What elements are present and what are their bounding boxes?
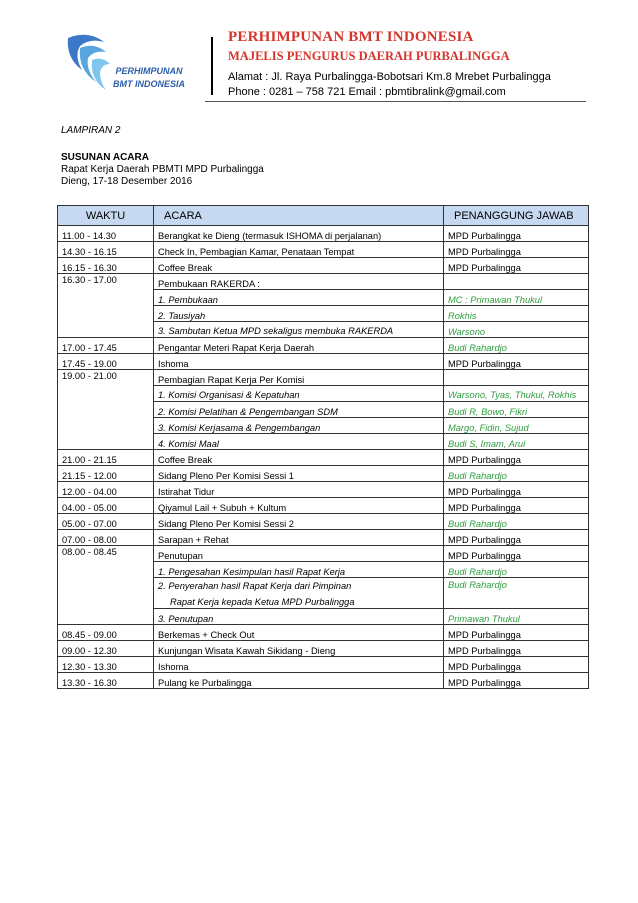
time-cell: 08.00 - 08.45 bbox=[58, 546, 154, 625]
time-cell: 17.00 - 17.45 bbox=[58, 338, 154, 354]
logo-text-line-1: PERHIMPUNAN bbox=[115, 66, 183, 76]
time-cell: 12.30 - 13.30 bbox=[58, 657, 154, 673]
activity-cell: 2. Tausiyah bbox=[154, 306, 444, 322]
activity-cell: Istirahat Tidur bbox=[154, 482, 444, 498]
time-cell: 21.00 - 21.15 bbox=[58, 450, 154, 466]
activity-cell: Pengantar Meteri Rapat Kerja Daerah bbox=[154, 338, 444, 354]
activity-cell: Ishoma bbox=[154, 354, 444, 370]
table-row bbox=[58, 450, 589, 466]
pic-cell: Budi R, Bowo, Fikri bbox=[444, 402, 589, 418]
activity-cell: Kunjungan Wisata Kawah Sikidang - Dieng bbox=[154, 641, 444, 657]
pic-cell: MPD Purbalingga bbox=[444, 242, 589, 258]
header-penanggung-jawab: PENANGGUNG JAWAB bbox=[444, 206, 589, 226]
table-row bbox=[58, 498, 589, 514]
logo-text bbox=[104, 65, 194, 91]
table-row bbox=[58, 514, 589, 530]
activity-cell bbox=[154, 578, 444, 609]
pic-cell: MPD Purbalingga bbox=[444, 625, 589, 641]
pic-cell: Warsono, Tyas, Thukul, Rokhis bbox=[444, 386, 589, 402]
table-row bbox=[58, 641, 589, 657]
table-row bbox=[58, 482, 589, 498]
table-row bbox=[58, 370, 589, 386]
activity-cell: Qiyamul Lail + Subuh + Kultum bbox=[154, 498, 444, 514]
time-cell: 19.00 - 21.00 bbox=[58, 370, 154, 450]
header-waktu: WAKTU bbox=[58, 206, 154, 226]
activity-line-2: Rapat Kerja kepada Ketua MPD Purbalingga bbox=[170, 597, 355, 607]
pic-cell: Budi Rahardjo bbox=[444, 514, 589, 530]
activity-cell: Ishoma bbox=[154, 657, 444, 673]
activity-cell: 4. Komisi Maal bbox=[154, 434, 444, 450]
pic-cell: MPD Purbalingga bbox=[444, 498, 589, 514]
pic-cell: MPD Purbalingga bbox=[444, 546, 589, 562]
table-row bbox=[58, 274, 589, 290]
document-title: SUSUNAN ACARA bbox=[61, 152, 149, 163]
logo-text-line-2: BMT INDONESIA bbox=[113, 79, 185, 89]
time-cell: 09.00 - 12.30 bbox=[58, 641, 154, 657]
time-cell: 17.45 - 19.00 bbox=[58, 354, 154, 370]
header-acara: ACARA bbox=[154, 206, 444, 226]
table-header-row bbox=[58, 206, 589, 226]
activity-cell: Pembukaan RAKERDA : bbox=[154, 274, 444, 290]
time-cell: 08.45 - 09.00 bbox=[58, 625, 154, 641]
activity-cell: Coffee Break bbox=[154, 258, 444, 274]
pic-cell: Budi Rahardjo bbox=[444, 338, 589, 354]
pic-cell: MPD Purbalingga bbox=[444, 258, 589, 274]
table-row bbox=[58, 466, 589, 482]
event-name: Rapat Kerja Daerah PBMTI MPD Purbalingga bbox=[61, 164, 264, 175]
pic-cell bbox=[444, 370, 589, 386]
activity-cell: 3. Sambutan Ketua MPD sekaligus membuka RAKERDA bbox=[154, 322, 444, 338]
time-cell: 16.15 - 16.30 bbox=[58, 258, 154, 274]
activity-cell: 3. Penutupan bbox=[154, 609, 444, 625]
schedule-table bbox=[57, 205, 589, 689]
org-subtitle: MAJELIS PENGURUS DAERAH PURBALINGGA bbox=[228, 49, 510, 63]
time-cell: 13.30 - 16.30 bbox=[58, 673, 154, 689]
activity-cell: Pulang ke Purbalingga bbox=[154, 673, 444, 689]
time-cell: 07.00 - 08.00 bbox=[58, 530, 154, 546]
activity-cell: 3. Komisi Kerjasama & Pengembangan bbox=[154, 418, 444, 434]
table-row bbox=[58, 258, 589, 274]
org-title: PERHIMPUNAN BMT INDONESIA bbox=[228, 29, 474, 45]
pic-cell: Margo, Fidin, Sujud bbox=[444, 418, 589, 434]
table-row bbox=[58, 546, 589, 562]
pic-cell: Budi Rahardjo bbox=[444, 562, 589, 578]
time-cell: 12.00 - 04.00 bbox=[58, 482, 154, 498]
table-row bbox=[58, 530, 589, 546]
activity-cell: 1. Komisi Organisasi & Kepatuhan bbox=[154, 386, 444, 402]
header-divider bbox=[211, 37, 213, 95]
activity-cell: Pembagian Rapat Kerja Per Komisi bbox=[154, 370, 444, 386]
pic-cell: Budi Rahardjo bbox=[444, 466, 589, 482]
table-row bbox=[58, 338, 589, 354]
table-row bbox=[58, 242, 589, 258]
attachment-label: LAMPIRAN 2 bbox=[61, 125, 121, 136]
pic-cell: MPD Purbalingga bbox=[444, 354, 589, 370]
pic-cell: MPD Purbalingga bbox=[444, 450, 589, 466]
activity-cell: Berangkat ke Dieng (termasuk ISHOMA di perjalanan) bbox=[154, 226, 444, 242]
activity-cell: Check In, Pembagian Kamar, Penataan Tempat bbox=[154, 242, 444, 258]
pic-cell: Budi Rahardjo bbox=[444, 578, 589, 609]
table-row bbox=[58, 657, 589, 673]
time-cell: 14.30 - 16.15 bbox=[58, 242, 154, 258]
pic-cell: Rokhis bbox=[444, 306, 589, 322]
pic-cell bbox=[444, 274, 589, 290]
time-cell: 05.00 - 07.00 bbox=[58, 514, 154, 530]
header-rule bbox=[205, 101, 586, 102]
activity-line-1: 2. Penyerahan hasil Rapat Kerja dari Pimpinan bbox=[158, 581, 352, 591]
time-cell: 21.15 - 12.00 bbox=[58, 466, 154, 482]
activity-cell: 2. Komisi Pelatihan & Pengembangan SDM bbox=[154, 402, 444, 418]
pic-cell: MPD Purbalingga bbox=[444, 530, 589, 546]
pic-cell: MPD Purbalingga bbox=[444, 673, 589, 689]
address-line: Alamat : Jl. Raya Purbalingga-Bobotsari Km.8 Mrebet Purbalingga bbox=[228, 71, 551, 83]
activity-cell: Sarapan + Rehat bbox=[154, 530, 444, 546]
pic-cell: MPD Purbalingga bbox=[444, 657, 589, 673]
contact-line: Phone : 0281 – 758 721 Email : pbmtibralink@gmail.com bbox=[228, 86, 506, 98]
activity-cell: Berkemas + Check Out bbox=[154, 625, 444, 641]
time-cell: 04.00 - 05.00 bbox=[58, 498, 154, 514]
table-row bbox=[58, 625, 589, 641]
table-row bbox=[58, 673, 589, 689]
time-cell: 16.30 - 17.00 bbox=[58, 274, 154, 338]
pic-cell: Warsono bbox=[444, 322, 589, 338]
table-row bbox=[58, 354, 589, 370]
activity-cell: 1. Pembukaan bbox=[154, 290, 444, 306]
activity-cell: Coffee Break bbox=[154, 450, 444, 466]
pic-cell: MPD Purbalingga bbox=[444, 482, 589, 498]
pic-cell: Budi S, Imam, Arul bbox=[444, 434, 589, 450]
pic-cell: MPD Purbalingga bbox=[444, 641, 589, 657]
time-cell: 11.00 - 14.30 bbox=[58, 226, 154, 242]
pic-cell: Primawan Thukul bbox=[444, 609, 589, 625]
pic-cell: MPD Purbalingga bbox=[444, 226, 589, 242]
activity-cell: 1. Pengesahan Kesimpulan hasil Rapat Kerja bbox=[154, 562, 444, 578]
activity-cell: Sidang Pleno Per Komisi Sessi 2 bbox=[154, 514, 444, 530]
activity-cell: Sidang Pleno Per Komisi Sessi 1 bbox=[154, 466, 444, 482]
table-row bbox=[58, 226, 589, 242]
activity-cell: Penutupan bbox=[154, 546, 444, 562]
pic-cell: MC : Primawan Thukul bbox=[444, 290, 589, 306]
event-place-date: Dieng, 17-18 Desember 2016 bbox=[61, 176, 193, 187]
